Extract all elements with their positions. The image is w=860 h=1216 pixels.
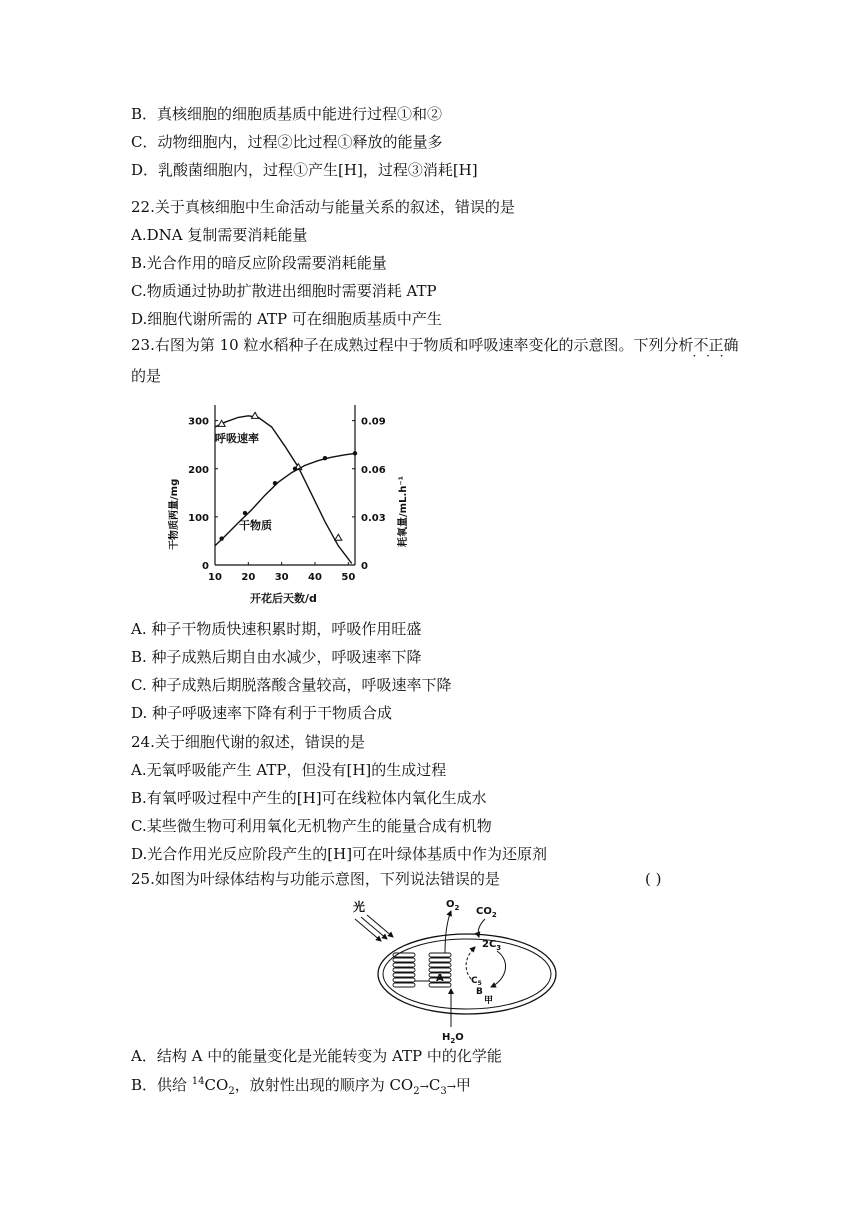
series-label-dry-matter: 干物质 [239, 519, 272, 532]
question-25: 25.如图为叶绿体结构与功能示意图，下列说法错误的是 [131, 870, 500, 888]
seed-chart [165, 395, 415, 610]
emphasis-text: · · · 不正确 [693, 336, 738, 354]
option-line: D.细胞代谢所需的 ATP 可在细胞质基质中产生 [131, 310, 442, 328]
arrow-icon: → [446, 1080, 456, 1093]
granum-stack [393, 953, 415, 987]
option-line: D. 种子呼吸速率下降有利于干物质合成 [131, 704, 393, 722]
y-left-tick-label: 300 [188, 416, 209, 428]
x-tick-label: 50 [341, 572, 356, 583]
text-fragment: 甲 [455, 1076, 471, 1094]
question-23-text: 23.右图为第 10 粒水稻种子在成熟过程中于物质和呼吸速率变化的示意图。下列分析 [131, 336, 694, 354]
option-line: B．真核细胞的细胞质基质中能进行过程①和② [131, 105, 443, 123]
y-right-tick-label: 0.06 [361, 464, 386, 476]
text-fragment: CO [204, 1076, 229, 1094]
thylakoid [393, 958, 415, 962]
series-label-respiration: 呼吸速率 [215, 432, 259, 445]
text-fragment: B．供给 [131, 1076, 192, 1094]
thylakoid [429, 968, 451, 972]
y-left-tick-label: 0 [202, 561, 209, 572]
label-a: A [436, 973, 444, 984]
thylakoid [393, 983, 415, 987]
option-line: A．结构 A 中的能量变化是光能转变为 ATP 中的化学能 [131, 1047, 502, 1065]
thylakoid [393, 978, 415, 982]
option-line: B.有氧呼吸过程中产生的[H]可在线粒体内氧化生成水 [131, 789, 487, 807]
option-line: A.DNA 复制需要消耗能量 [131, 226, 308, 244]
question-23 [131, 335, 739, 355]
option-line: C.某些微生物可利用氧化无机物产生的能量合成有机物 [131, 817, 492, 835]
question-23-end: 的是 [131, 367, 162, 385]
text-fragment: C [428, 1076, 441, 1094]
y-axis-right-label: 耗氧量/mL.h⁻¹ [398, 475, 409, 547]
superscript: 14 [191, 1076, 205, 1087]
y-axis-left-label: 干物质两量/mg [169, 478, 180, 550]
data-point-triangle [335, 534, 342, 540]
thylakoid [429, 963, 451, 967]
x-axis-label: 开花后天数/d [250, 592, 317, 605]
outer-membrane [378, 934, 556, 1014]
inner-membrane [383, 939, 551, 1009]
text-fragment: ，放射性出现的顺序为 CO [234, 1076, 414, 1094]
label-2c3: $2C_3$ [482, 939, 502, 952]
option-line: B. 种子成熟后期自由水减少，呼吸速率下降 [131, 648, 422, 666]
thylakoid [393, 963, 415, 967]
subscript: 3 [440, 1086, 447, 1097]
option-line: D．乳酸菌细胞内，过程①产生[H]，过程③消耗[H] [131, 161, 478, 179]
option-line [131, 1075, 471, 1097]
thylakoid [429, 958, 451, 962]
data-point-dot [353, 451, 357, 455]
thylakoid [393, 968, 415, 972]
data-point-dot [219, 536, 223, 540]
series-line-dry-matter [215, 453, 355, 545]
answer-bracket: ( ) [645, 870, 662, 888]
chloroplast-diagram [345, 895, 565, 1045]
thylakoid [429, 953, 451, 957]
data-point-dot [293, 467, 297, 471]
x-tick-label: 10 [208, 572, 222, 583]
label-o2: $O_2$ [446, 899, 460, 912]
c5-arrow [466, 947, 475, 979]
question-24: 24.关于细胞代谢的叙述，错误的是 [131, 733, 365, 751]
x-tick-label: 30 [274, 572, 289, 583]
y-right-tick-label: 0.09 [361, 416, 386, 428]
label-jia: 甲 [484, 996, 494, 1006]
option-line: C.物质通过协助扩散进出细胞时需要消耗 ATP [131, 282, 437, 300]
x-tick-label: 40 [308, 572, 322, 583]
light-label: 光 [353, 900, 366, 914]
option-line: C. 种子成熟后期脱落酸含量较高，呼吸速率下降 [131, 676, 452, 694]
y-right-tick-label: 0 [361, 561, 368, 572]
x-tick-label: 20 [241, 572, 256, 583]
o2-arrow [445, 911, 451, 953]
y-left-tick-label: 100 [188, 512, 209, 524]
light-arrows [355, 915, 393, 941]
label-co2: $CO_2$ [476, 906, 497, 919]
option-line: C．动物细胞内，过程②比过程①释放的能量多 [131, 133, 443, 151]
option-line: A.无氧呼吸能产生 ATP，但没有[H]的生成过程 [131, 761, 447, 779]
label-h2o: $H_2O$ [442, 1032, 464, 1045]
calvin-arrow [491, 951, 506, 987]
subscript: 2 [228, 1086, 235, 1097]
option-line: D.光合作用光反应阶段产生的[H]可在叶绿体基质中作为还原剂 [131, 845, 548, 863]
subscript: 2 [413, 1086, 420, 1097]
option-line: B.光合作用的暗反应阶段需要消耗能量 [131, 254, 387, 272]
label-c5: $C_5$ [471, 976, 482, 987]
data-point-triangle [252, 412, 259, 418]
option-line: A. 种子干物质快速积累时期，呼吸作用旺盛 [131, 620, 422, 638]
question-22: 22.关于真核细胞中生命活动与能量关系的叙述，错误的是 [131, 198, 515, 216]
arrow-icon: → [419, 1080, 429, 1093]
y-right-tick-label: 0.03 [361, 512, 386, 524]
data-point-dot [323, 456, 327, 460]
label-b: B [476, 987, 483, 997]
thylakoid [393, 973, 415, 977]
data-point-dot [243, 511, 247, 515]
data-point-dot [273, 481, 277, 485]
y-left-tick-label: 200 [188, 464, 209, 476]
